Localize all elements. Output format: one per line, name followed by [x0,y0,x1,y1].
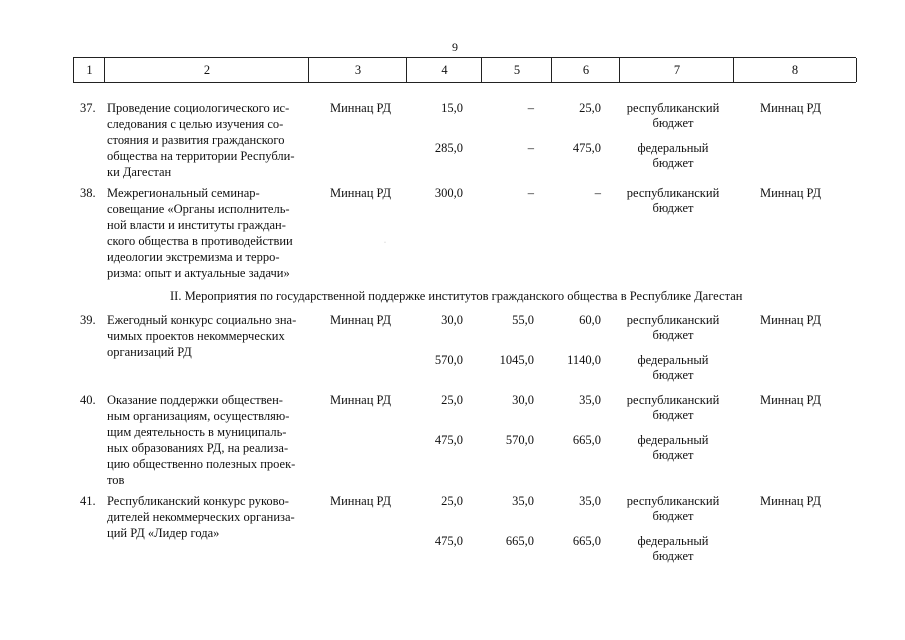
row-description-line: Ежегодный конкурс социально зна- [107,313,297,327]
value-col5: – [527,141,534,155]
row-executor: Миннац РД [330,393,392,407]
value-col5: – [527,186,534,200]
value-col5: – [527,101,534,115]
value-col4: 15,0 [441,101,463,115]
row-description-line: ризма: опыт и актуальные задачи» [107,266,290,280]
value-col6: 35,0 [579,393,601,407]
row-description-line: тов [107,473,125,487]
value-col4: 285,0 [434,141,463,155]
header-cell-1: 1 [73,58,105,82]
value-col4: 25,0 [441,494,463,508]
header-cell-3: 3 [308,58,407,82]
funding-source: республиканский бюджет [626,101,720,130]
row-executor: Миннац РД [330,186,392,200]
funding-source: республиканский бюджет [626,494,720,523]
value-col4: 475,0 [434,534,463,548]
value-col6: 1140,0 [567,353,601,367]
value-col4: 475,0 [434,433,463,447]
value-col6: 475,0 [572,141,601,155]
row-description-line: Республиканский конкурс руково- [107,494,289,508]
row-description-line: Оказание поддержки обществен- [107,393,283,407]
row-description-line: общества на территории Республи- [107,149,295,163]
value-col5: 665,0 [505,534,534,548]
row-description-line: ным организациям, осуществляю- [107,409,290,423]
funding-source: федеральный бюджет [637,433,709,462]
section-heading: II. Мероприятия по государственной поддержке институтов гражданского общества в Республике Дагестан [170,289,743,303]
row-col8: Миннац РД [760,186,822,200]
value-col6: 665,0 [572,433,601,447]
row-col8: Миннац РД [760,313,822,327]
row-description-line: ной власти и институты граждан- [107,218,286,232]
value-col6: 665,0 [572,534,601,548]
funding-source: федеральный бюджет [637,534,709,563]
row-description-line: ки Дагестан [107,165,172,179]
row-description-line: щим деятельность в муниципаль- [107,425,287,439]
row-description-line: организаций РД [107,345,192,359]
value-col6: 35,0 [579,494,601,508]
funding-source: федеральный бюджет [637,353,709,382]
row-description-line: ций РД «Лидер года» [107,526,220,540]
value-col4: 30,0 [441,313,463,327]
row-description-line: ского общества в противодействии [107,234,293,248]
value-col4: 25,0 [441,393,463,407]
row-executor: Миннац РД [330,101,392,115]
row-number: 40. [80,393,96,407]
header-cell-6: 6 [551,58,620,82]
value-col5: 1045,0 [499,353,534,367]
row-description-line: Межрегиональный семинар- [107,186,260,200]
header-cell-5: 5 [481,58,552,82]
value-col4: 570,0 [434,353,463,367]
value-col5: 30,0 [512,393,534,407]
funding-source: республиканский бюджет [626,186,720,215]
row-col8: Миннац РД [760,393,822,407]
table-header-row [73,57,856,83]
row-executor: Миннац РД [330,313,392,327]
row-description-line: идеологии экстремизма и терро- [107,250,280,264]
value-col6: 60,0 [579,313,601,327]
header-cell-4: 4 [406,58,482,82]
header-cell-8: 8 [733,58,857,82]
row-col8: Миннац РД [760,101,822,115]
funding-source: республиканский бюджет [626,313,720,342]
row-description-line: Проведение социологического ис- [107,101,290,115]
row-number: 38. [80,186,96,200]
funding-source: федеральный бюджет [637,141,709,170]
value-col5: 55,0 [512,313,534,327]
page-number: 9 [452,40,458,54]
row-description-line: следования с целью изучения со- [107,117,284,131]
row-description-line: дителей некоммерческих организа- [107,510,295,524]
row-description-line: совещание «Органы исполнитель- [107,202,290,216]
row-description-line: чимых проектов некоммерческих [107,329,285,343]
row-number: 37. [80,101,96,115]
value-col5: 35,0 [512,494,534,508]
row-description-line: стояния и развития гражданского [107,133,285,147]
row-description-line: цию общественно полезных проек- [107,457,296,471]
row-number: 41. [80,494,96,508]
scan-mark: · [384,240,386,246]
row-executor: Миннац РД [330,494,392,508]
row-description-line: ных образованиях РД, на реализа- [107,441,289,455]
value-col6: – [594,186,601,200]
value-col5: 570,0 [505,433,534,447]
value-col4: 300,0 [434,186,463,200]
funding-source: республиканский бюджет [626,393,720,422]
row-number: 39. [80,313,96,327]
value-col6: 25,0 [579,101,601,115]
header-cell-7: 7 [619,58,734,82]
row-col8: Миннац РД [760,494,822,508]
header-cell-2: 2 [104,58,309,82]
